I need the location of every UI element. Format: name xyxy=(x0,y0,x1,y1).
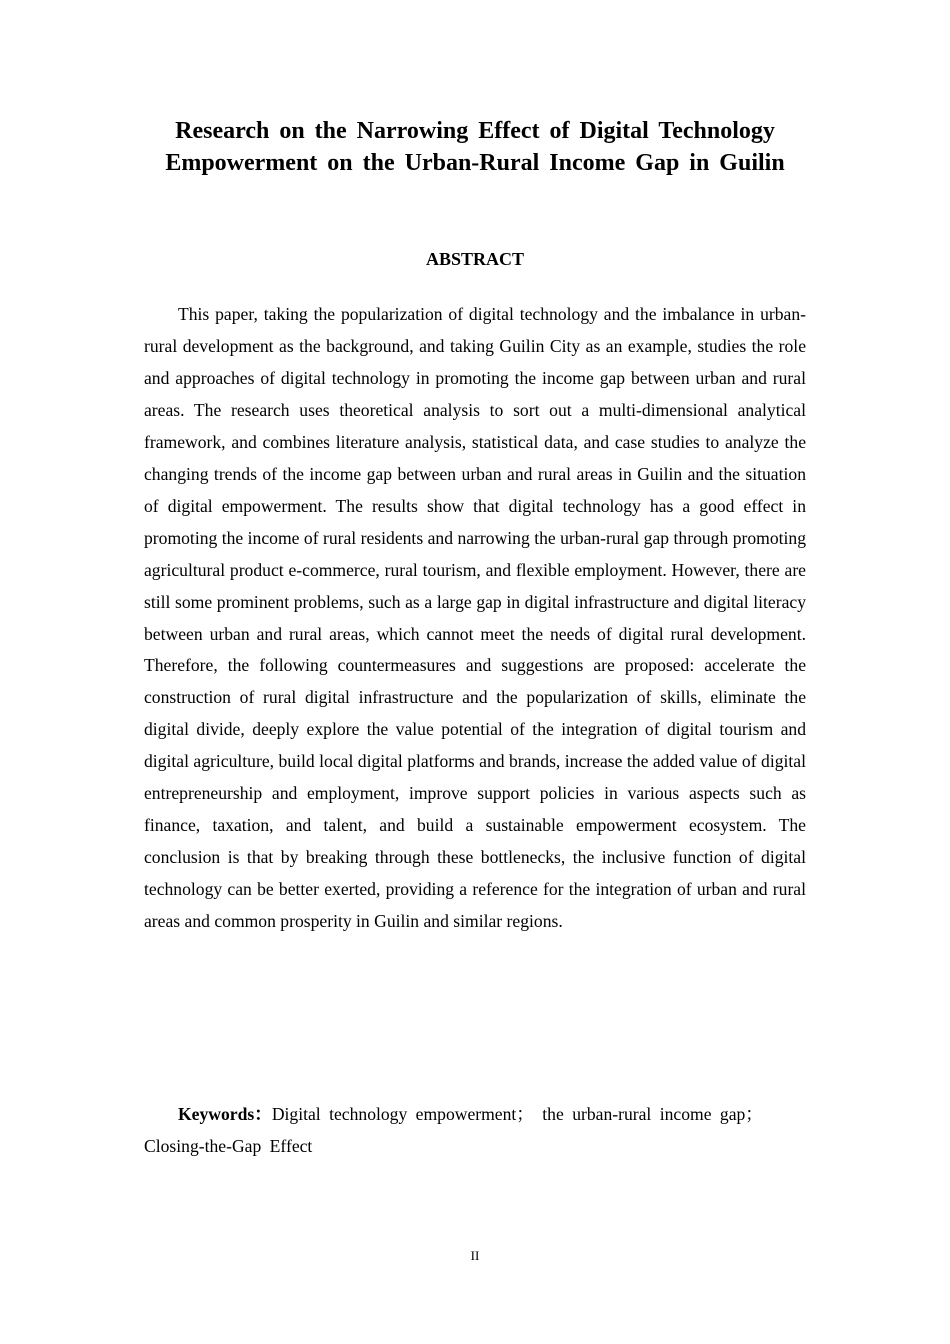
keywords-text: Digital technology empowerment； the urban-rural income gap；Closing-the-Gap Effect xyxy=(144,1104,763,1156)
page-number: II xyxy=(470,1248,480,1263)
paper-title: Research on the Narrowing Effect of Digital Technology Empowerment on the Urban-Rural Income Gap in Guilin xyxy=(165,118,785,176)
abstract-body: This paper, taking the popularization of digital technology and the imbalance in urban-rural development as the background, and taking Guilin City as an example, studies the role and approaches of digital technology in promoting the income gap between urban and rural areas. The research uses theoretical analysis to sort out a multi-dimensional analytical framework, and combines literature analysis, statistical data, and case studies to analyze the changing trends of the income gap between urban and rural areas in Guilin and the situation of digital empowerment. The results show that digital technology has a good effect in promoting the income of rural residents and narrowing the urban-rural gap through promoting agricultural product e-commerce, rural tourism, and flexible employment. However, there are still some prominent problems, such as a large gap in digital infrastructure and digital literacy between urban and rural areas, which cannot meet the needs of digital rural development. Therefore, the following countermeasures and suggestions are proposed: accelerate the construction of rural digital infrastructure and the popularization of skills, eliminate the digital divide, deeply explore the value potential of the integration of digital tourism and digital agriculture, build local digital platforms and brands, increase the added value of digital entrepreneurship and employment, improve support policies in various aspects such as finance, taxation, and talent, and build a sustainable empowerment ecosystem. The conclusion is that by breaking through these bottlenecks, the inclusive function of digital technology can be better exerted, providing a reference for the integration of urban and rural areas and common prosperity in Guilin and similar regions. xyxy=(144,304,806,932)
abstract-heading: ABSTRACT xyxy=(425,249,525,269)
keywords-label: Keywords： xyxy=(178,1104,272,1124)
keywords-paragraph xyxy=(144,1098,774,1162)
